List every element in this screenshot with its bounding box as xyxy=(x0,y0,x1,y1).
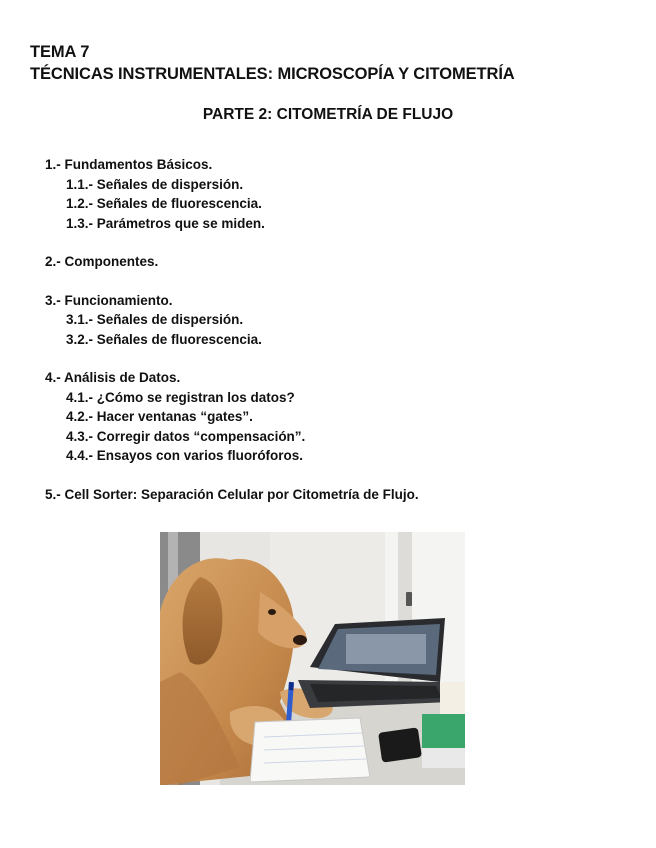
toc-subitem: 4.1.- ¿Cómo se registran los datos? xyxy=(66,389,295,405)
toc-subitem: 3.1.- Señales de dispersión. xyxy=(66,312,244,327)
toc-subitem: 3.2.- Señales de fluorescencia. xyxy=(66,331,262,347)
toc-section xyxy=(45,155,419,233)
toc-subitem: 1.3.- Parámetros que se miden. xyxy=(66,215,265,231)
toc-section-title: 5.- Cell Sorter: Separación Celular por Citometría de Flujo. xyxy=(45,486,419,502)
toc-section xyxy=(45,368,419,466)
toc-section-title: 4.- Análisis de Datos. xyxy=(45,370,181,385)
toc-section xyxy=(45,252,419,272)
toc-section xyxy=(45,291,419,350)
table-of-contents xyxy=(45,155,419,523)
toc-subitem: 4.2.- Hacer ventanas “gates”. xyxy=(66,409,253,424)
toc-section-title: 1.- Fundamentos Básicos. xyxy=(45,157,213,172)
toc-subitem: 4.4.- Ensayos con varios fluoróforos. xyxy=(66,448,304,463)
toc-section-title: 2.- Componentes. xyxy=(45,254,159,269)
toc-subitem: 4.3.- Corregir datos “compensación”. xyxy=(66,428,306,444)
document-header xyxy=(30,41,515,85)
part-title: PARTE 2: CITOMETRÍA DE FLUJO xyxy=(202,106,454,123)
toc-section-title: 3.- Funcionamiento. xyxy=(45,292,173,308)
dog-at-laptop-photo xyxy=(160,532,465,785)
toc-subitem: 1.2.- Señales de fluorescencia. xyxy=(66,196,262,211)
toc-subitem: 1.1.- Señales de dispersión. xyxy=(66,176,244,192)
topic-number: TEMA 7 xyxy=(30,43,90,61)
toc-section xyxy=(45,485,419,505)
topic-title: TÉCNICAS INSTRUMENTALES: MICROSCOPÍA Y CITOMETRÍA xyxy=(30,65,515,83)
